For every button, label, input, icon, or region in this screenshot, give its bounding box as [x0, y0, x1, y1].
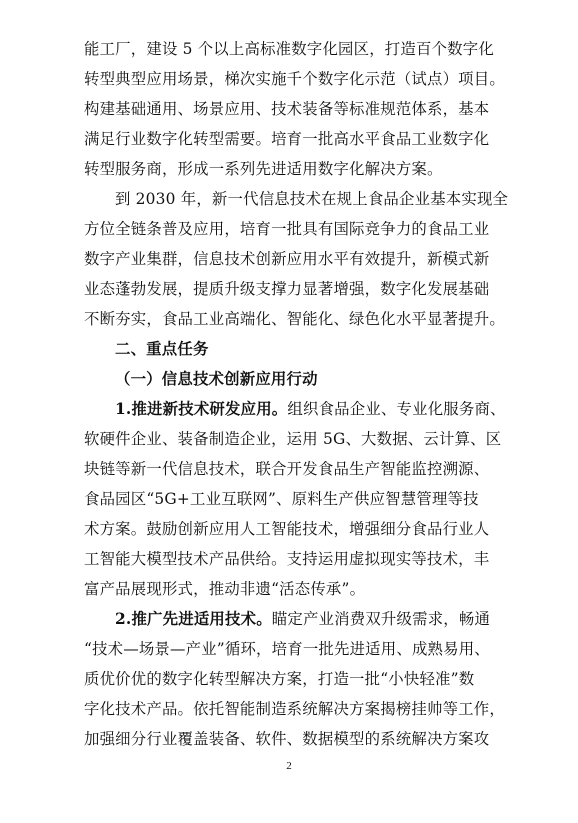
paragraph-line: 转型服务商，形成一系列先进适用数字化解决方案。 [84, 160, 443, 178]
paragraph-line: 构建基础通用、场景应用、技术装备等标准规范体系，基本 [84, 100, 490, 118]
paragraph-line [84, 394, 506, 424]
paragraph-line: 数字产业集群，信息技术创新应用水平有效提升，新模式新 [84, 250, 490, 268]
paragraph-line: 到 2030 年，新一代信息技术在规上食品企业基本实现全 [115, 190, 509, 208]
paragraph-line: 能工厂，建设 5 个以上高标准数字化园区，打造百个数字化 [84, 40, 494, 58]
paragraph-line: 食品园区“5G+工业互联网”、原料生产供应智慧管理等技 [84, 490, 479, 508]
paragraph-line: 不断夯实，食品工业高端化、智能化、绿色化水平显著提升。 [84, 310, 505, 328]
paragraph-line: 富产品展现形式，推动非遗“活态传承”。 [84, 580, 366, 598]
item-text: 组织食品企业、专业化服务商、 [287, 400, 506, 418]
paragraph-line: 质优价优的数字化转型解决方案，打造一批“小快轻准”数 [84, 670, 475, 688]
paragraph-line: 业态蓬勃发展，提质升级支撑力显著增强，数字化发展基础 [84, 280, 490, 298]
item-title: 1.推进新技术研发应用。 [115, 400, 288, 418]
page-number: 2 [286, 760, 292, 772]
paragraph-line: 软硬件企业、装备制造企业，运用 5G、大数据、云计算、区 [84, 430, 502, 448]
item-text: 瞄定产业消费双升级需求，畅通 [271, 610, 491, 628]
paragraph-line: 加强细分行业覆盖装备、软件、数据模型的系统解决方案攻 [84, 730, 490, 748]
paragraph-line: 满足行业数字化转型需要。培育一批高水平食品工业数字化 [84, 130, 490, 148]
paragraph-line [84, 604, 496, 634]
paragraph-line: 字化技术产品。依托智能制造系统解决方案揭榜挂帅等工作， [84, 700, 505, 718]
paragraph-line: 转型典型应用场景，梯次实施千个数字化示范（试点）项目。 [84, 70, 505, 88]
section-heading: 二、重点任务 [115, 340, 209, 358]
paragraph-line: 术方案。鼓励创新应用人工智能技术，增强细分食品行业人 [84, 520, 490, 538]
item-title: 2.推广先进适用技术。 [115, 610, 272, 628]
paragraph-line: 工智能大模型技术产品供给。支持运用虚拟现实等技术，丰 [84, 550, 490, 568]
paragraph-line: 方位全链条普及应用，培育一批具有国际竞争力的食品工业 [84, 220, 490, 238]
paragraph-line: “技术—场景—产业”循环，培育一批先进适用、成熟易用、 [84, 640, 490, 658]
paragraph-line: 块链等新一代信息技术，联合开发食品生产智能监控溯源、 [84, 460, 490, 478]
body-text [84, 34, 509, 754]
subsection-heading: （一）信息技术创新应用行动 [115, 370, 318, 388]
